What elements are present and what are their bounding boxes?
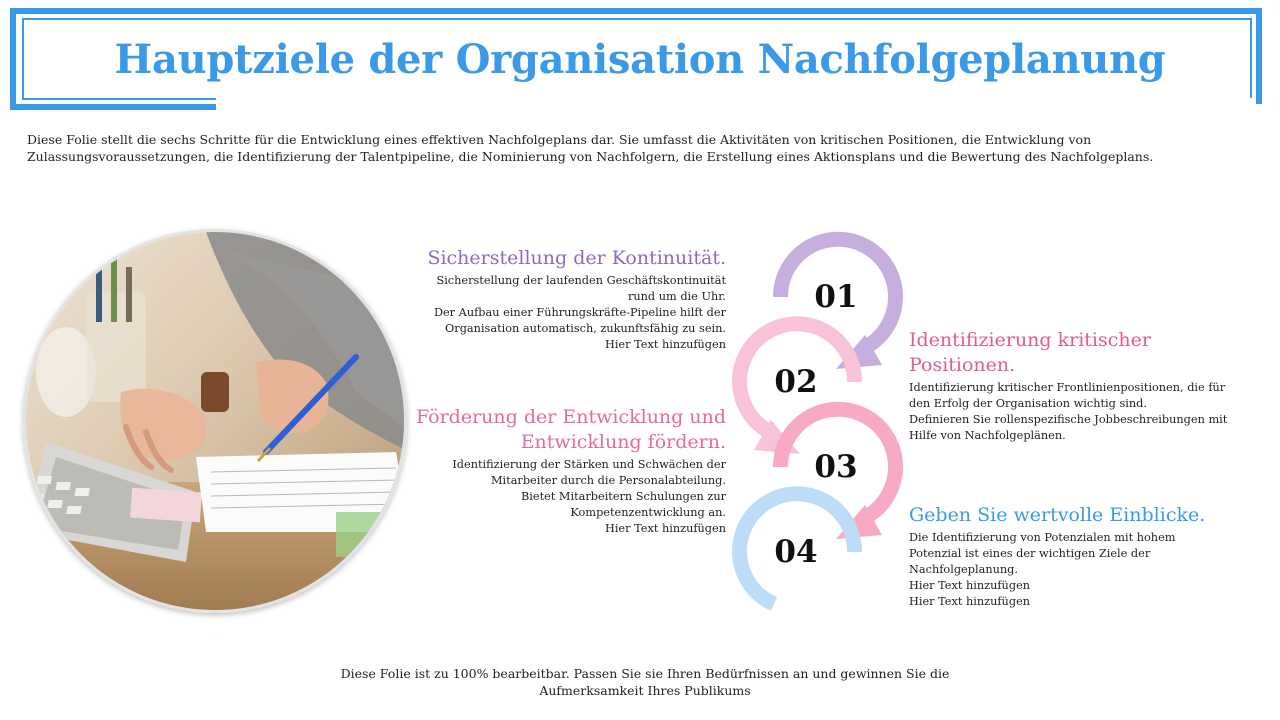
- step-number-03: 03: [814, 449, 858, 485]
- step-04-description: [909, 530, 1239, 610]
- frame-bottom-accent: [10, 104, 216, 110]
- step-04-line: Hier Text hinzufügen: [909, 595, 1031, 608]
- step-04-line: Potenzial ist eines der wichtigen Ziele der: [909, 547, 1151, 560]
- step-01-line: Der Aufbau einer Führungskräfte-Pipeline hilft der: [433, 306, 726, 319]
- step-01-line: Sicherstellung der laufenden Geschäftskontinuität: [436, 274, 726, 287]
- step-02-line: Hilfe von Nachfolgeplänen.: [909, 429, 1066, 442]
- step-02-line: Identifizierung kritischer Frontlinienpositionen, die für: [909, 381, 1226, 394]
- step-01-heading: Sicherstellung der Kontinuität.: [427, 247, 726, 269]
- intro-text: Diese Folie stellt die sechs Schritte für die Entwicklung eines effektiven Nachfolgeplans dar. Sie umfasst die Aktivitäten von kritischen Positionen, die Entwicklung von Zulassungsvoraussetzungen, die Identifizierung der Talentpipeline, die Nominierung von Nachfolgern, die Erstellung eines Aktionsplans und die Bewertung des Nachfolgeplans.: [27, 132, 1154, 164]
- desk-writing-illustration: [26, 232, 407, 613]
- step-02-text: [909, 328, 1239, 444]
- step-02-line: den Erfolg der Organisation wichtig sind.: [909, 397, 1147, 410]
- step-03-line: Mitarbeiter durch die Personalabteilung.: [490, 474, 726, 487]
- step-03-line: Kompetenzentwicklung an.: [570, 506, 726, 519]
- step-01-line: Organisation automatisch, zukunftsfähig zu sein.: [445, 322, 726, 335]
- step-01-line: Hier Text hinzufügen: [604, 338, 726, 351]
- step-02-heading: Identifizierung kritischer Positionen.: [909, 329, 1151, 376]
- step-number-01: 01: [814, 279, 858, 315]
- office-photo: [23, 229, 407, 613]
- step-03-line: Bietet Mitarbeitern Schulungen zur: [520, 490, 726, 503]
- step-number-04: 04: [774, 534, 818, 570]
- step-03-line: Hier Text hinzufügen: [604, 522, 726, 535]
- page-title: Hauptziele der Organisation Nachfolgeplanung: [114, 36, 1166, 83]
- step-04-text: [909, 503, 1239, 610]
- step-02-line: Definieren Sie rollenspezifische Jobbeschreibungen mit: [909, 413, 1228, 426]
- step-04-line: Hier Text hinzufügen: [909, 579, 1031, 592]
- step-03-text: [400, 405, 726, 537]
- step-04-line: Nachfolgeplanung.: [909, 563, 1018, 576]
- step-04-line: Die Identifizierung von Potenzialen mit hohem: [909, 531, 1176, 544]
- step-number-02: 02: [774, 364, 818, 400]
- step-02-description: [909, 380, 1239, 444]
- step-01-text: [400, 246, 726, 353]
- frame-inner-bottom-accent: [22, 98, 216, 100]
- step-01-description: [400, 273, 726, 353]
- step-03-heading: Förderung der Entwicklung und Entwicklung fördern.: [416, 406, 726, 453]
- step-01-line: rund um die Uhr.: [627, 290, 726, 303]
- step-03-description: [400, 457, 726, 537]
- step-04-heading: Geben Sie wertvolle Einblicke.: [909, 504, 1206, 526]
- step-03-line: Identifizierung der Stärken und Schwächen der: [452, 458, 726, 471]
- footer-note: Diese Folie ist zu 100% bearbeitbar. Passen Sie sie Ihren Bedürfnissen an und gewinnen Sie die Aufmerksamkeit Ihres Publikums: [340, 666, 950, 698]
